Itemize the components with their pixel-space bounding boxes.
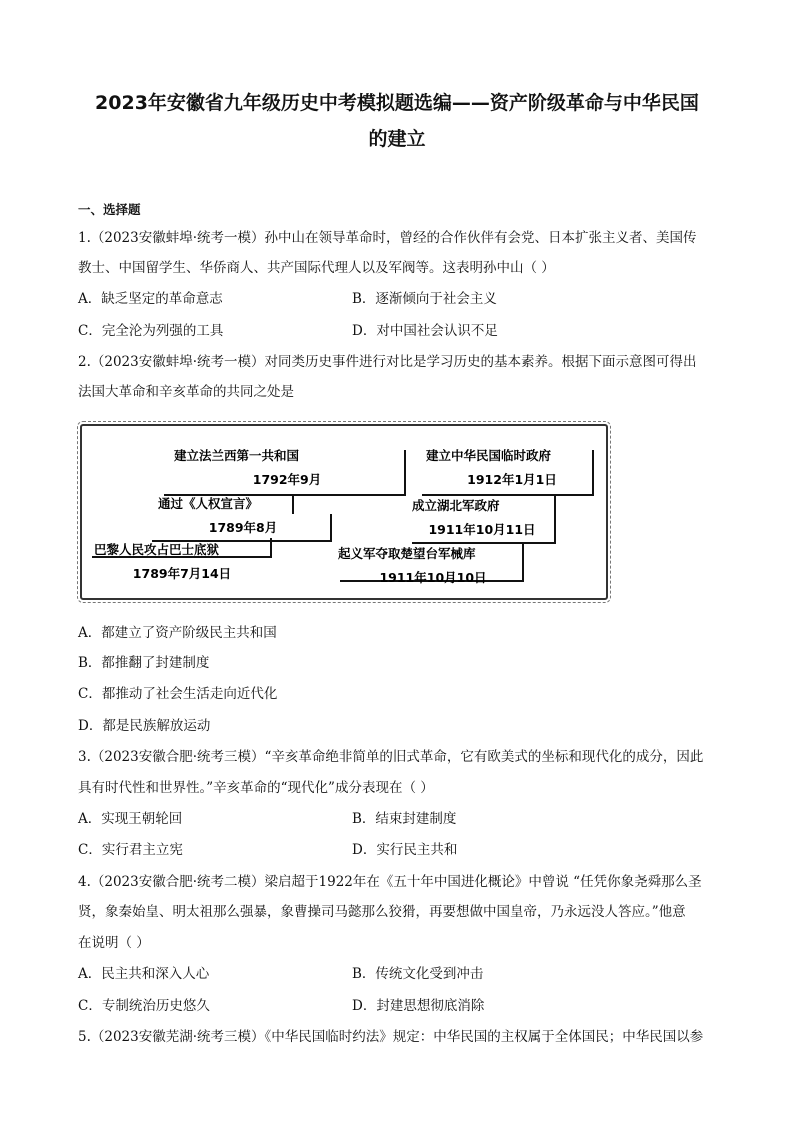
question-2-option-c: C．都推动了社会生活走向近代化	[78, 686, 278, 702]
china-event-1-date: 1911年10月10日	[379, 570, 487, 585]
page-title: 2023年安徽省九年级历史中考模拟题选编——资产阶级革命与中华民国	[95, 92, 699, 114]
page-title-continued: 的建立	[368, 128, 426, 150]
question-4-option-a: A．民主共和深入人心	[78, 966, 210, 982]
question-3-option-d: D．实行民主共和	[352, 842, 458, 858]
question-4-option-c: C．专制统治历史悠久	[78, 998, 210, 1014]
france-event-1-date: 1789年7月14日	[132, 566, 232, 581]
question-1-option-c: C．完全沦为列强的工具	[78, 323, 224, 339]
comparison-diagram	[80, 424, 608, 600]
question-3-option-b: B．结束封建制度	[352, 811, 457, 827]
question-1-option-d: D．对中国社会认识不足	[352, 323, 498, 339]
question-1-stem-continued: 教士、中国留学生、华侨商人、共产国际代理人以及军阀等。这表明孙中山（ ）	[78, 260, 555, 276]
question-4-stem: 4.（2023安徽合肥·统考二模）梁启超于1922年在《五十年中国进化概论》中曾说 “任凭你象尧舜那么圣	[78, 874, 702, 890]
question-2-stem: 2.（2023安徽蚌埠·统考一模）对同类历史事件进行对比是学习历史的基本素养。根据下面示意图可得出	[78, 354, 697, 370]
question-4-stem-continued: 贤，象秦始皇、明太祖那么强暴，象曹操司马懿那么狡猾，再要想做中国皇帝，乃永远没人答应。”他意	[78, 904, 686, 920]
china-event-1-name: 起义军夺取楚望台军械库	[338, 546, 476, 561]
france-event-3-date: 1792年9月	[252, 472, 322, 487]
question-2-option-b: B．都推翻了封建制度	[78, 655, 210, 671]
question-4-stem-end: 在说明（ ）	[78, 935, 150, 951]
question-2-stem-continued: 法国大革命和辛亥革命的共同之处是	[78, 384, 294, 400]
question-4-option-d: D．封建思想彻底消除	[352, 998, 485, 1014]
question-1-stem: 1.（2023安徽蚌埠·统考一模）孙中山在领导革命时，曾经的合作伙伴有会党、日本扩张主义者、美国传	[78, 230, 697, 246]
question-3-option-c: C．实行君主立宪	[78, 842, 183, 858]
china-event-3-name: 建立中华民国临时政府	[426, 448, 552, 463]
question-3-stem: 3.（2023安徽合肥·统考三模）“辛亥革命绝非简单的旧式革命，它有欧美式的坐标和现代化的成分，因此	[78, 749, 704, 765]
question-2-option-d: D．都是民族解放运动	[78, 718, 211, 734]
china-event-2-name: 成立湖北军政府	[412, 498, 500, 513]
france-event-2-date: 1789年8月	[208, 520, 278, 535]
question-1-option-a: A．缺乏坚定的革命意志	[78, 291, 223, 307]
question-5-stem: 5.（2023安徽芜湖·统考三模）《中华民国临时约法》规定：中华民国的主权属于全体国民；中华民国以参	[78, 1029, 704, 1045]
question-2-option-a: A．都建立了资产阶级民主共和国	[78, 625, 277, 641]
china-event-3-date: 1912年1月1日	[467, 472, 557, 487]
question-4-option-b: B．传统文化受到冲击	[352, 966, 484, 982]
section-heading: 一、选择题	[78, 202, 141, 217]
question-1-option-b: B．逐渐倾向于社会主义	[352, 291, 497, 307]
china-event-2-date: 1911年10月11日	[428, 522, 536, 537]
france-event-3-name: 建立法兰西第一共和国	[174, 448, 300, 463]
france-event-1-name: 巴黎人民攻占巴士底狱	[94, 542, 220, 557]
question-3-option-a: A．实现王朝轮回	[78, 811, 183, 827]
question-3-stem-continued: 具有时代性和世界性。”辛亥革命的“现代化”成分表现在（ ）	[78, 780, 434, 796]
france-event-2-name: 通过《人权宣言》	[158, 496, 259, 511]
